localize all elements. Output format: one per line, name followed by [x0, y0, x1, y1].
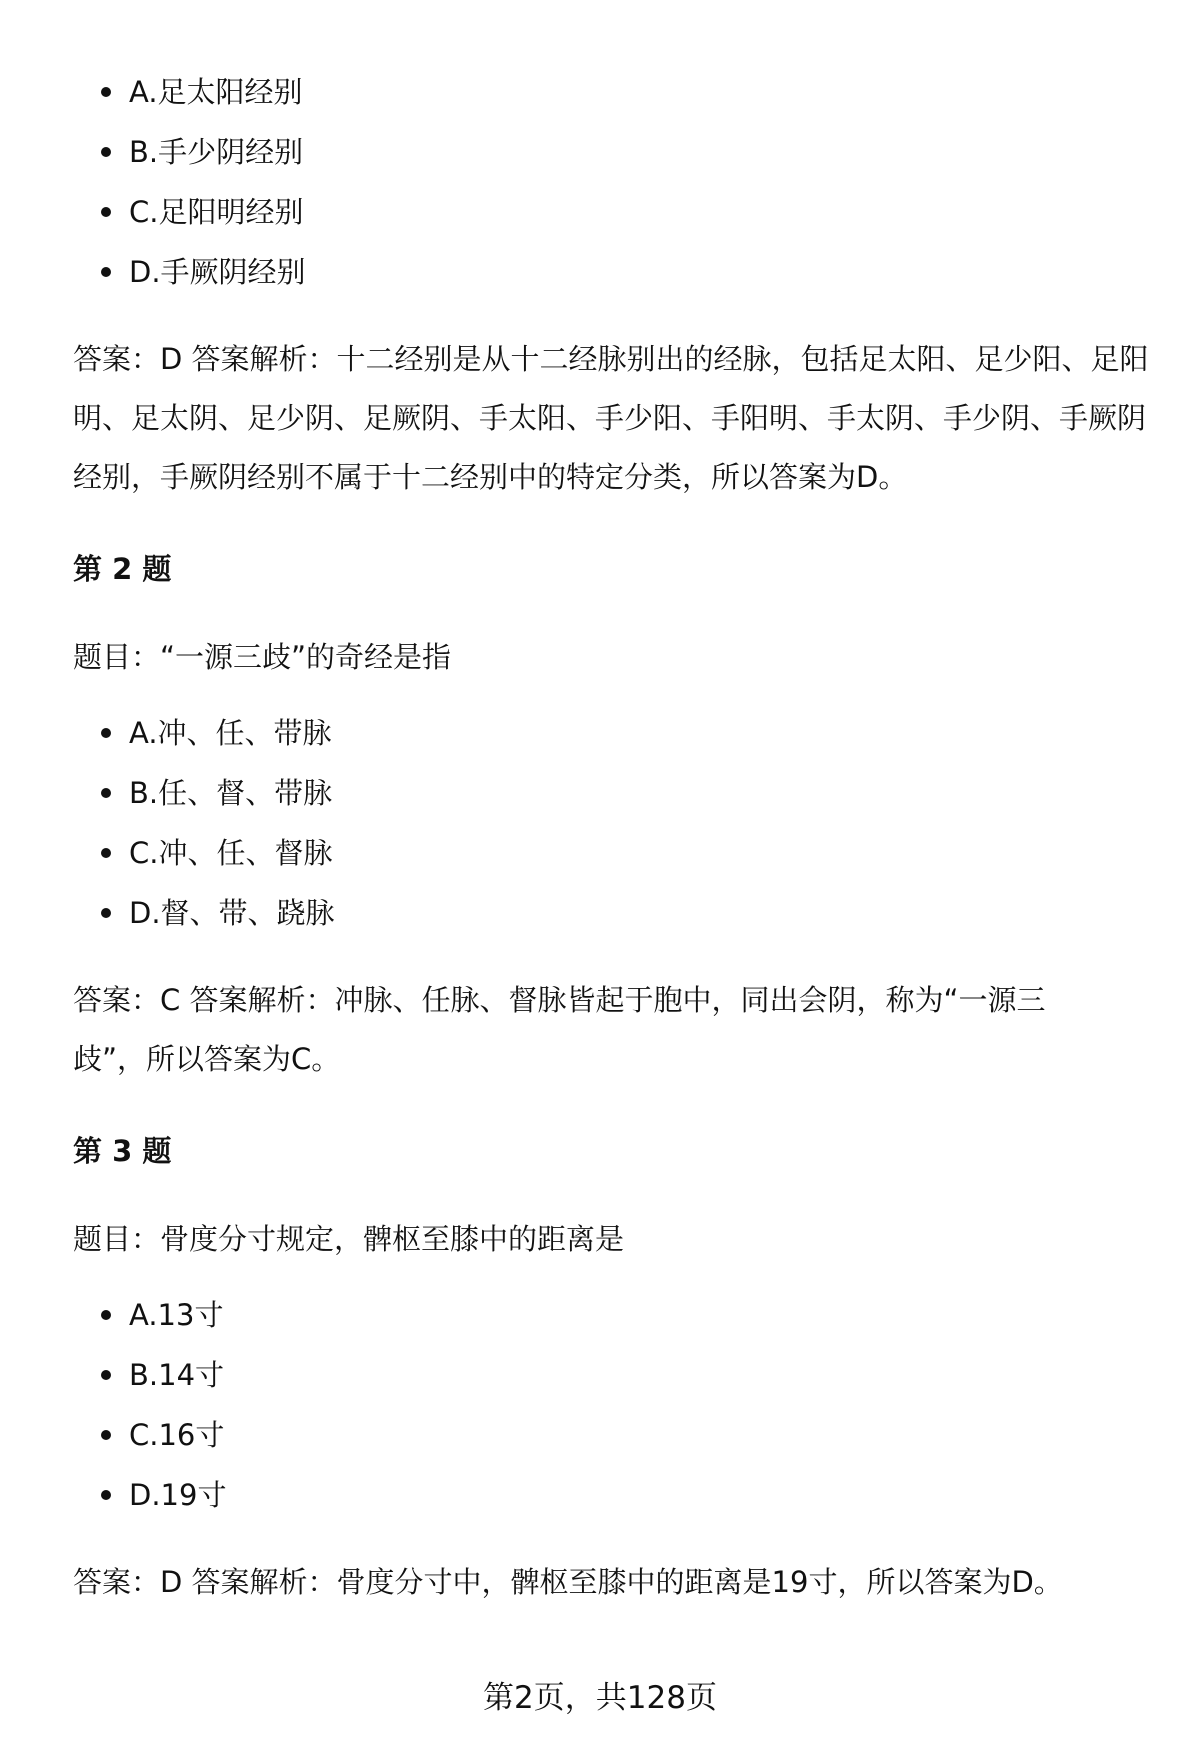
bullet-icon: [101, 207, 111, 217]
option-text: B.任、督、带脉: [129, 776, 333, 810]
bullet-icon: [101, 728, 111, 738]
option-text: D.手厥阴经别: [129, 255, 306, 289]
q2-answer: 答案：C 答案解析：冲脉、任脉、督脉皆起于胞中，同出会阴，称为“一源三歧”，所以答案为C。: [73, 983, 1046, 1076]
q1-option-c: [73, 182, 1153, 242]
option-text: C.足阳明经别: [129, 195, 304, 229]
q1-option-b: [73, 122, 1153, 182]
bullet-icon: [101, 908, 111, 918]
q2-option-c: [73, 823, 1153, 883]
bullet-icon: [101, 788, 111, 798]
option-text: C.冲、任、督脉: [129, 836, 333, 870]
option-text: B.手少阴经别: [129, 135, 304, 169]
q2-option-b: [73, 763, 1153, 823]
q3-option-a: [73, 1285, 1153, 1345]
page-content: [73, 62, 1153, 1612]
bullet-icon: [101, 147, 111, 157]
option-text: C.16寸: [129, 1418, 225, 1452]
q1-answer: 答案：D 答案解析：十二经别是从十二经脉别出的经脉，包括足太阳、足少阳、足阳明、足太阴、足少阴、足厥阴、手太阳、手少阳、手阳明、手太阴、手少阴、手厥阴经别，手厥阴经别不属于十二经别中的特定分类，所以答案为D。: [73, 342, 1149, 494]
option-text: A.13寸: [129, 1298, 224, 1332]
option-text: D.督、带、跷脉: [129, 896, 335, 930]
bullet-icon: [101, 1490, 111, 1500]
q2-option-a: [73, 703, 1153, 763]
q2-options: [73, 703, 1153, 943]
q3-option-c: [73, 1405, 1153, 1465]
page-footer: 第2页，共128页: [483, 1680, 717, 1716]
q3-answer: 答案：D 答案解析：骨度分寸中，髀枢至膝中的距离是19寸，所以答案为D。: [73, 1565, 1063, 1599]
q2-option-d: [73, 883, 1153, 943]
q3-option-b: [73, 1345, 1153, 1405]
bullet-icon: [101, 848, 111, 858]
bullet-icon: [101, 1430, 111, 1440]
bullet-icon: [101, 1370, 111, 1380]
bullet-icon: [101, 1310, 111, 1320]
q1-options: [73, 62, 1153, 302]
q3-stem: 题目：骨度分寸规定，髀枢至膝中的距离是: [73, 1222, 625, 1256]
bullet-icon: [101, 267, 111, 277]
q1-option-a: [73, 62, 1153, 122]
option-text: D.19寸: [129, 1478, 227, 1512]
option-text: B.14寸: [129, 1358, 225, 1392]
option-text: A.冲、任、带脉: [129, 716, 332, 750]
q3-title: 第 3 题: [73, 1134, 172, 1168]
q3-option-d: [73, 1465, 1153, 1525]
q2-title: 第 2 题: [73, 552, 172, 586]
q1-option-d: [73, 242, 1153, 302]
option-text: A.足太阳经别: [129, 75, 303, 109]
q3-options: [73, 1285, 1153, 1525]
q2-stem: 题目：“一源三歧”的奇经是指: [73, 640, 452, 674]
bullet-icon: [101, 87, 111, 97]
